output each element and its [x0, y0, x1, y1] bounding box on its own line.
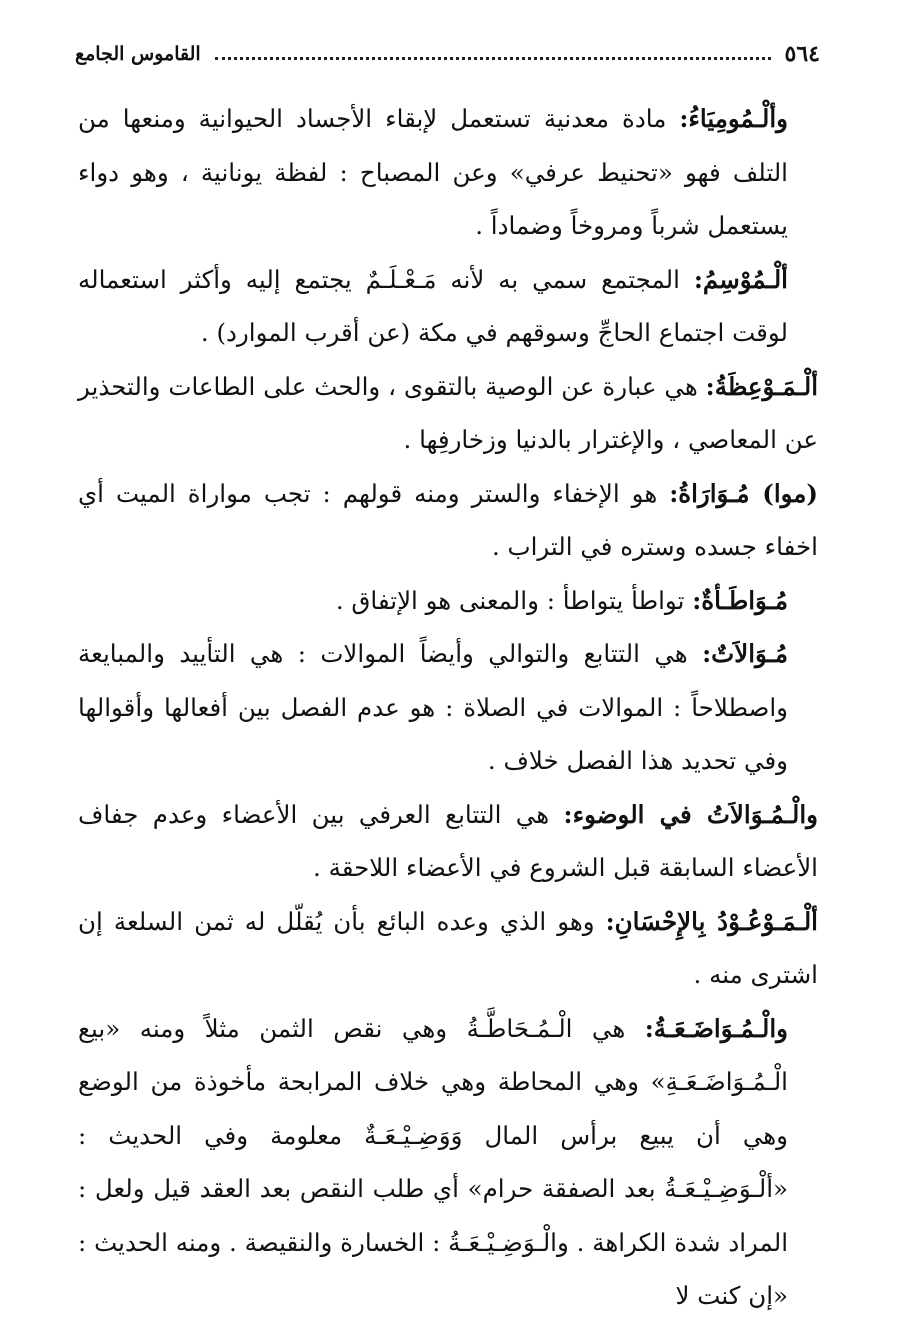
definition: مادة معدنية تستعمل لإبقاء الأجساد الحيوانية ومنعها من التلف فهو «تحنيط عرفي» وعن المصباح : لفظة يونانية ، وهو دواء يستعمل شرباً ومروخاً وضماداً . — [78, 104, 788, 240]
headword: وألْـمُومِيَاءُ: — [679, 104, 788, 133]
definition: هو الإخفاء والستر ومنه قولهم : تجب مواراة الميت أي اخفاء جسده وستره في التراب . — [78, 478, 818, 561]
headword: مُـوَاطَـأةٌ: — [692, 585, 788, 615]
entry-mawiza — [78, 360, 818, 467]
page-header — [75, 32, 820, 76]
headword: والْـمُـوَالاَتُ في الوضوء: — [563, 799, 818, 829]
definition: وهو الذي وعده البائع بأن يُقلّل له ثمن السلعة إن اشترى منه . — [78, 906, 818, 989]
headword: ألْـمَـوْعُـوْدُ بِالإِحْسَانِ: — [605, 906, 818, 936]
headword: ألْـمُوْسِمُ: — [693, 264, 788, 294]
entry-mumiya — [78, 92, 818, 253]
entry-muwadaa — [78, 1002, 818, 1323]
header-dot-leader — [215, 55, 771, 60]
headword: ألْـمَـوْعِظَةُ: — [705, 371, 818, 401]
running-title: القاموس الجامع — [75, 43, 201, 65]
entry-mawsim — [78, 253, 818, 360]
definition: هي التتابع العرفي بين الأعضاء وعدم جفاف الأعضاء السابقة قبل الشروع في الأعضاء اللاحقة . — [78, 799, 818, 882]
definition: تواطأ يتواطأ : والمعنى هو الإتفاق . — [335, 585, 693, 615]
definition: المجتمع سمي به لأنه مَـعْـلَـمٌ يجتمع إليه وأكثر استعماله لوقت اجتماع الحاجِّ وسوقهم في مكة (عن أقرب الموارد) . — [78, 264, 788, 347]
page-body — [78, 92, 818, 1323]
entry-mawud-bil-ihsan — [78, 895, 818, 1002]
headword: والْـمُـوَاضَـعَـةُ: — [644, 1013, 788, 1043]
headword: مُـوَالاَتٌ: — [702, 639, 788, 668]
entry-muwalat — [78, 627, 818, 788]
definition: هي عبارة عن الوصية بالتقوى ، والحث على الطاعات والتحذير عن المعاصي ، والإغترار بالدنيا وزخارفِها . — [78, 371, 818, 454]
headword: (موا) مُـوَارَاةُ: — [669, 478, 818, 508]
page-number: ٥٦٤ — [784, 41, 820, 67]
entry-muwalat-wudu — [78, 788, 818, 895]
definition: هي الْـمُـحَاطَّـةُ وهي نقص الثمن مثلاً ومنه «بيع الْـمُـوَاضَـعَـةِ» وهي المحاطة وهي خلاف المرابحة مأخوذة من الوضع وهي أن يبيع برأس المال وَوَضِـيْـعَـةٌ معلومة وفي الحديث : «ألْـوَضِـيْـعَـةُ بعد الصفقة حرام» أي طلب النقص بعد العقد قيل ولعل : المراد شدة الكراهة . والْـوَضِـيْـعَـةُ : الخسارة والنقيصة . ومنه الحديث : «إن كنت لا — [78, 1013, 788, 1310]
entry-muwarat — [78, 467, 818, 574]
entry-muwataa — [78, 574, 818, 628]
definition: هي التتابع والتوالي وأيضاً الموالات : هي التأييد والمبايعة واصطلاحاً : الموالات في الصلاة : هو عدم الفصل بين أفعالها وأقوالها وفي تحديد هذا الفصل خلاف . — [78, 639, 788, 775]
